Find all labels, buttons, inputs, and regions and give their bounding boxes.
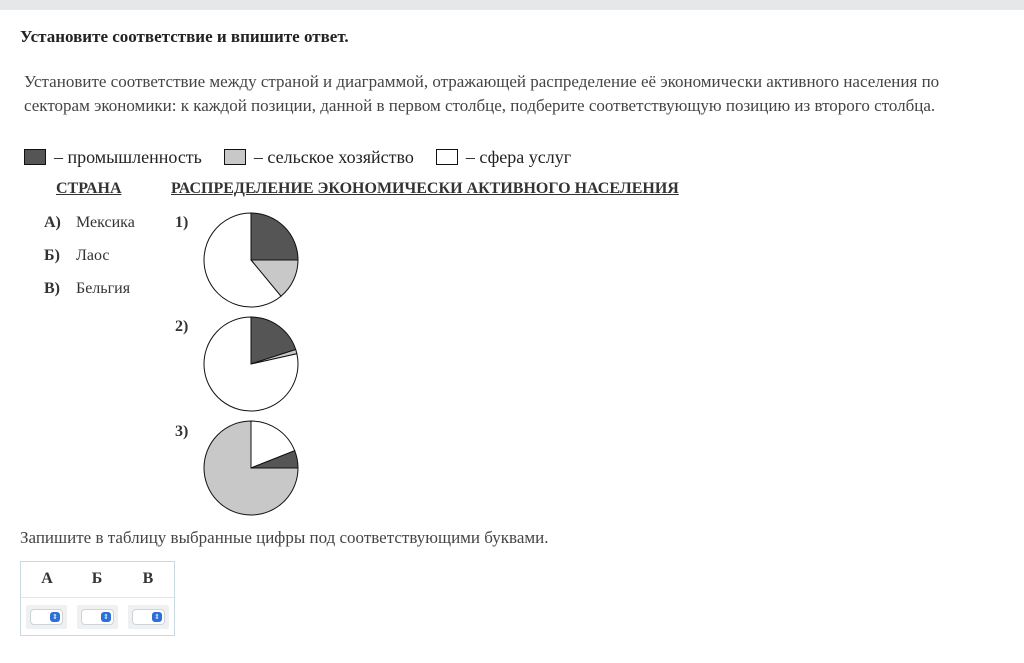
answer-prompt: Запишите в таблицу выбранные цифры под соответствующими буквами.	[20, 528, 549, 547]
answer-header-a: А	[41, 570, 53, 587]
country-row-c	[44, 280, 130, 298]
legend-label-agriculture: – сельское хозяйство	[253, 146, 414, 167]
answer-table	[20, 561, 175, 636]
country-name: Лаос	[76, 247, 110, 264]
chevron-updown-icon: ⇕	[101, 612, 111, 622]
answer-select-a[interactable]	[26, 605, 67, 629]
question-text: Установите соответствие между страной и диаграммой, отражающей распределение её экономически активного населения по секторам экономики: к каждой позиции, данной в первом столбце, подберите соответствующую позицию из второго столбца.	[24, 72, 940, 115]
pie-chart-3	[202, 419, 300, 517]
chevron-updown-icon: ⇕	[152, 612, 162, 622]
country-letter: В)	[44, 280, 60, 297]
country-row-a	[44, 214, 135, 232]
task-instruction: Установите соответствие и впишите ответ.	[20, 27, 349, 46]
answer-header-b: Б	[91, 570, 103, 587]
legend-label-industry: – промышленность	[54, 146, 202, 167]
answer-select-c[interactable]	[128, 605, 169, 629]
pie-label-2: 2)	[175, 318, 189, 335]
pie-chart-2	[202, 315, 300, 413]
country-column-header: СТРАНА	[56, 180, 122, 197]
legend-label-services: – сфера услуг	[465, 146, 572, 167]
legend-item-services	[436, 147, 571, 168]
country-row-b	[44, 247, 109, 265]
legend	[24, 146, 593, 168]
legend-item-industry	[24, 147, 202, 168]
pie-label-3: 3)	[175, 423, 189, 440]
answer-select-b-box[interactable]	[81, 609, 114, 625]
legend-item-agriculture	[224, 147, 414, 168]
country-letter: Б)	[44, 247, 60, 264]
legend-swatch-industry	[24, 149, 46, 165]
chevron-updown-icon: ⇕	[50, 612, 60, 622]
answer-select-a-box[interactable]	[30, 609, 63, 625]
country-name: Мексика	[76, 214, 135, 231]
answer-table-divider	[21, 597, 174, 598]
legend-swatch-services	[436, 149, 458, 165]
answer-select-c-box[interactable]	[132, 609, 165, 625]
answer-select-b[interactable]	[77, 605, 118, 629]
pie-chart-1	[202, 211, 300, 309]
pie-label-1: 1)	[175, 214, 189, 231]
legend-swatch-agriculture	[224, 149, 246, 165]
country-letter: А)	[44, 214, 61, 231]
answer-header-c: В	[142, 570, 154, 587]
chart-column-header: РАСПРЕДЕЛЕНИЕ ЭКОНОМИЧЕСКИ АКТИВНОГО НАСЕЛЕНИЯ	[171, 180, 679, 197]
top-bar	[0, 0, 1024, 10]
pie-slice-0	[251, 213, 298, 260]
country-name: Бельгия	[76, 280, 131, 297]
